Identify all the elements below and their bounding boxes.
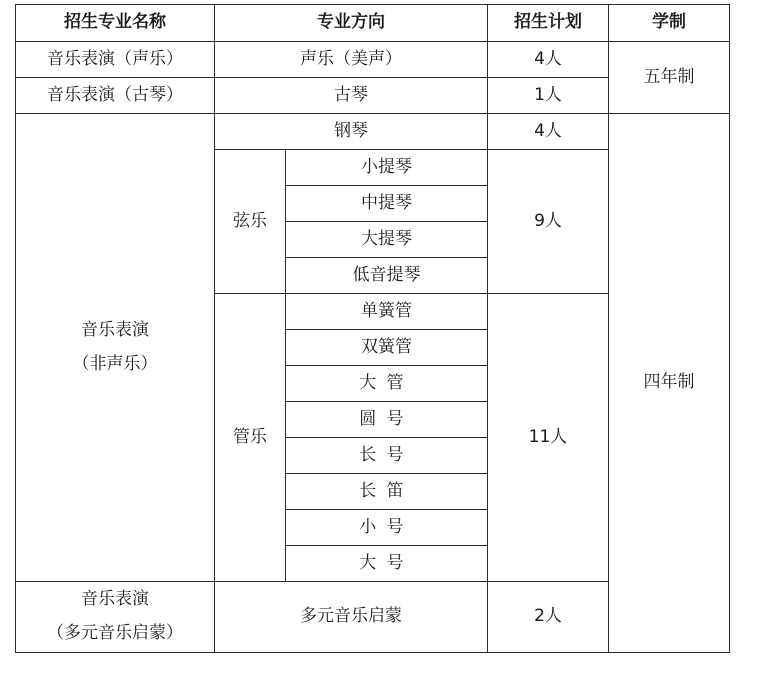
direction-cell: 钢琴 bbox=[215, 114, 488, 150]
enrollment-table bbox=[15, 4, 730, 653]
plan-cell: 2人 bbox=[488, 582, 609, 653]
header-row bbox=[16, 5, 730, 42]
instrument-cell: 双簧管 bbox=[286, 330, 488, 366]
direction-cell: 古琴 bbox=[215, 78, 488, 114]
major-line: 音乐表演 bbox=[81, 319, 149, 340]
plan-cell: 9人 bbox=[488, 150, 609, 294]
instrument-cell: 长号 bbox=[286, 438, 488, 474]
instrument-cell: 低音提琴 bbox=[286, 258, 488, 294]
direction-cell: 声乐（美声） bbox=[215, 42, 488, 78]
group-cell: 管乐 bbox=[215, 294, 286, 582]
major-cell bbox=[16, 582, 215, 653]
instrument-cell: 单簧管 bbox=[286, 294, 488, 330]
header-duration: 学制 bbox=[609, 5, 730, 42]
instrument-cell: 大提琴 bbox=[286, 222, 488, 258]
instrument-cell: 中提琴 bbox=[286, 186, 488, 222]
direction-cell: 多元音乐启蒙 bbox=[215, 582, 488, 653]
header-plan: 招生计划 bbox=[488, 5, 609, 42]
instrument-cell: 大管 bbox=[286, 366, 488, 402]
plan-cell: 1人 bbox=[488, 78, 609, 114]
plan-cell: 4人 bbox=[488, 42, 609, 78]
header-direction: 专业方向 bbox=[215, 5, 488, 42]
instrument-cell: 大号 bbox=[286, 546, 488, 582]
duration-cell: 四年制 bbox=[609, 114, 730, 653]
instrument-cell: 小号 bbox=[286, 510, 488, 546]
table-row bbox=[16, 114, 730, 150]
major-line: 音乐表演 bbox=[81, 589, 149, 610]
header-major: 招生专业名称 bbox=[16, 5, 215, 42]
instrument-cell: 圆号 bbox=[286, 402, 488, 438]
table-row bbox=[16, 42, 730, 78]
instrument-cell: 长笛 bbox=[286, 474, 488, 510]
instrument-cell: 小提琴 bbox=[286, 150, 488, 186]
major-line: （非声乐） bbox=[72, 353, 158, 374]
duration-cell: 五年制 bbox=[609, 42, 730, 114]
plan-cell: 11人 bbox=[488, 294, 609, 582]
plan-cell: 4人 bbox=[488, 114, 609, 150]
major-cell bbox=[16, 114, 215, 582]
major-cell: 音乐表演（古琴） bbox=[16, 78, 215, 114]
group-cell: 弦乐 bbox=[215, 150, 286, 294]
major-line: （多元音乐启蒙） bbox=[47, 623, 183, 643]
major-cell: 音乐表演（声乐） bbox=[16, 42, 215, 78]
